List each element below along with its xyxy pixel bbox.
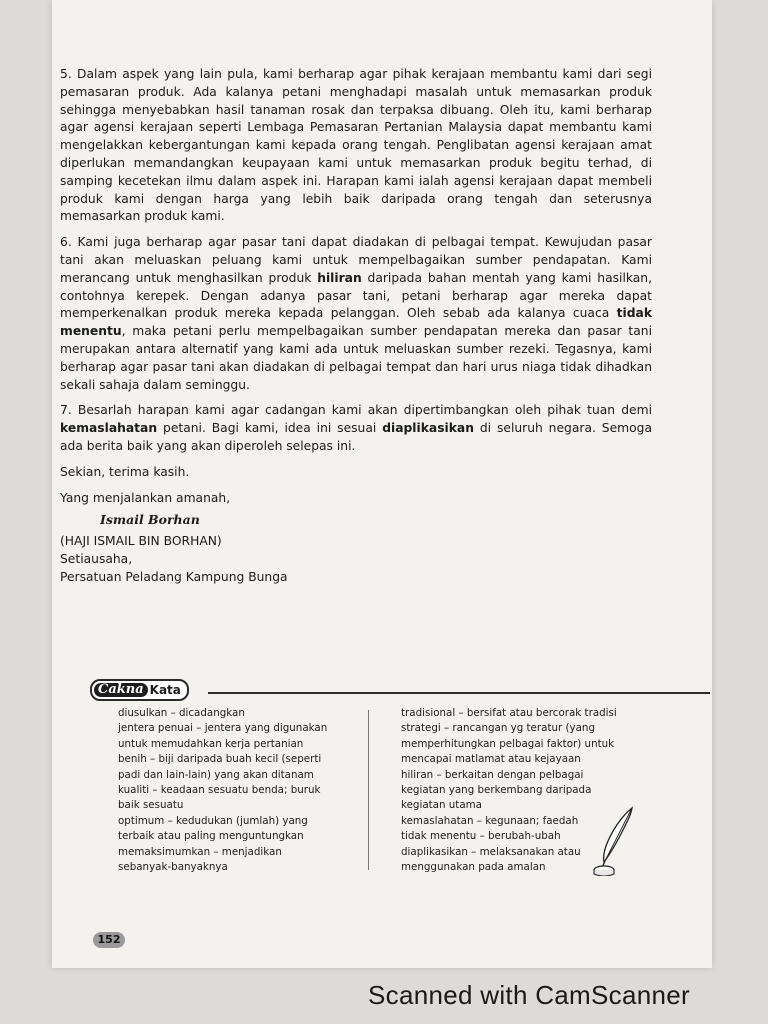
vocab-line: diusulkan – dicadangkan [118,707,245,719]
sender-name: (HAJI ISMAIL BIN BORHAN) [60,534,222,549]
text-run: , maka petani perlu mempelbagaikan sumber pendapatan mereka dan pasar tani merupakan antara alternatif yang kami ada untuk meluaskan sumber rezeki. Tegasnya, kami berharap agar pasar tani akan diadakan di pelbagai tempat dan hari urus niaga tidak dihadkan sekali sahaja dalam seminggu. [60,324,652,392]
paragraph-6 [60,234,652,394]
vocab-line: menggunakan pada amalan [401,861,546,874]
vocab-line: memaksimumkan – menjadikan [118,845,282,858]
paragraph-7 [60,402,652,455]
vocab-line: baik sesuatu [118,799,184,812]
vocab-line: diaplikasikan – melaksanakan atau [401,845,581,858]
vocab-line: kegiatan yang berkembang daripada [401,784,592,797]
text-run: 7. Besarlah harapan kami agar cadangan kami akan dipertimbangkan oleh pihak tuan demi [60,403,652,418]
vocab-line: hiliran – berkaitan dengan pelbagai [401,768,584,781]
text-run: daripada bahan mentah yang kami hasilkan, contohnya kerepek. Dengan adanya pasar tani, petani berharap agar mereka dapat memperkenalkan produk mereka kepada pelanggan. Oleh sebab ada kalanya cuaca [60,270,652,321]
bold-term: hiliran [317,270,362,285]
vocab-badge [90,679,189,701]
vocab-header [90,680,189,700]
letter-body [60,66,652,587]
closing-line: Sekian, terima kasih. [60,464,190,479]
quill-icon [592,806,638,876]
vocab-line: jentera penuai – jentera yang digunakan [118,722,328,735]
vocab-line: tidak menentu – berubah-ubah [401,830,561,843]
vocab-line: sebanyak-banyaknya [118,861,228,874]
vocab-line: mencapai matlamat atau kejayaan [401,753,581,766]
vocab-box [118,706,658,886]
bold-term: diaplikasikan [382,421,474,436]
text-run: 6. Kami juga berharap agar pasar tani dapat diadakan di pelbagai tempat. Kewujudan pasar tani akan meluaskan peluang kami untuk mempelbagaikan sumber pendapatan. Kami merancang untuk menghasilkan produk [60,235,652,285]
paragraph-5 [60,66,652,226]
bold-term: kemaslahatan [60,421,158,436]
vocab-line: padi dan lain-lain) yang akan ditanam [118,768,314,781]
vocab-rule [208,692,710,694]
vocab-line: kualiti – keadaan sesuatu benda; buruk [118,784,321,797]
camscanner-watermark: Scanned with CamScanner [368,980,690,1010]
vocab-badge-word: Kata [149,683,181,697]
text-run: di seluruh negara. Semoga ada berita baik yang akan diperoleh selepas ini. [60,421,652,453]
vocab-line: terbaik atau paling menguntungkan [118,830,304,843]
page-number: 152 [93,932,125,948]
vocab-column-left [118,706,368,886]
vocab-line: optimum – kedudukan (jumlah) yang [118,814,308,827]
vocab-line: untuk memudahkan kerja pertanian [118,737,304,750]
signature: Ismail Borhan [100,512,200,528]
vocab-line: tradisional – bersifat atau bercorak tradisi [401,707,617,719]
text-run: 5. Dalam aspek yang lain pula, kami berharap agar pihak kerajaan membantu kami dari segi pemasaran produk. Ada kalanya petani menghadapi masalah untuk memasarkan produk sehingga menyebabkan hasil tanaman rosak dan terpaksa dibuang. Oleh itu, kami berharap agar agensi kerajaan seperti Lembaga Pemasaran Pertanian Malaysia dapat membantu kami mengelakkan kebergantungan kami kepada orang tengah. Penglibatan agensi kerajaan amat diperlukan memandangkan keupayaan kami untuk memasarkan produk begitu terhad, di samping kecetekan ilmu dalam aspek ini. Harapan kami ialah agensi kerajaan dapat membeli produk kami dengan harga yang lebih baik daripada orang tengah dan seterusnya memasarkan produk kami. [60,67,652,224]
vocab-line: kemaslahatan – kegunaan; faedah [401,814,579,827]
vocab-divider [368,710,369,870]
text-run: petani. Bagi kami, idea ini sesuai [157,421,383,436]
vocab-badge-script: Cakna [94,683,148,697]
yang-menjalankan-line: Yang menjalankan amanah, [60,490,231,505]
vocab-line: kegiatan utama [401,799,482,812]
vocab-line: benih – biji daripada buah kecil (seperti [118,753,322,766]
vocab-line: memperhitungkan pelbagai faktor) untuk [401,737,615,750]
bold-term: tidak menentu [60,306,652,339]
sender-title: Setiausaha, [60,551,133,566]
vocab-line: strategi – rancangan yg teratur (yang [401,722,595,735]
sender-organization: Persatuan Peladang Kampung Bunga [60,569,288,584]
